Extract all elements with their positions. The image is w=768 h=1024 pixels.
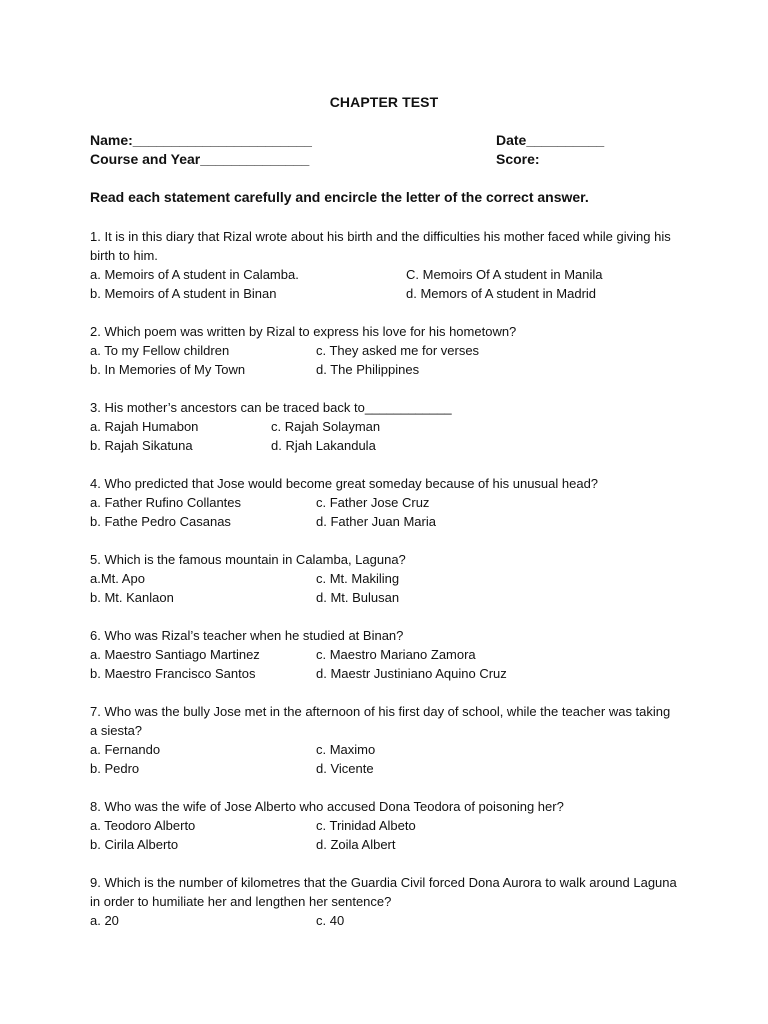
option-a: a. Memoirs of A student in Calamba. xyxy=(90,267,299,282)
option-c: c. Rajah Solayman xyxy=(271,419,381,434)
option-row xyxy=(90,512,680,531)
option-d: d. Memors of A student in Madrid xyxy=(406,286,597,301)
header-row-name xyxy=(90,132,690,148)
question-7 xyxy=(90,702,680,778)
question-1 xyxy=(90,227,680,303)
question-stem: 2. Which poem was written by Rizal to express his love for his hometown? xyxy=(90,324,517,339)
option-d: d. Zoila Albert xyxy=(316,837,396,852)
course-field-label: Course and Year______________ xyxy=(90,151,310,167)
option-row xyxy=(90,569,680,588)
question-list xyxy=(90,227,680,949)
option-b: b. Maestro Francisco Santos xyxy=(90,666,256,681)
option-row xyxy=(90,835,680,854)
option-a: a. Rajah Humabon xyxy=(90,419,199,434)
question-9 xyxy=(90,873,680,930)
question-stem: 1. It is in this diary that Rizal wrote about his birth and the difficulties his mother faced while giving his birth to him. xyxy=(90,229,671,263)
question-stem: 5. Which is the famous mountain in Calamba, Laguna? xyxy=(90,552,406,567)
option-c: c. Mt. Makiling xyxy=(316,571,400,586)
option-c: c. Father Jose Cruz xyxy=(316,495,430,510)
question-3 xyxy=(90,398,680,455)
question-stem: 6. Who was Rizal’s teacher when he studied at Binan? xyxy=(90,628,404,643)
question-4 xyxy=(90,474,680,531)
option-row xyxy=(90,911,680,930)
question-2 xyxy=(90,322,680,379)
option-a: a. Father Rufino Collantes xyxy=(90,495,242,510)
option-c: c. Maestro Mariano Zamora xyxy=(316,647,476,662)
question-stem: 8. Who was the wife of Jose Alberto who accused Dona Teodora of poisoning her? xyxy=(90,799,564,814)
option-a: a.Mt. Apo xyxy=(90,571,145,586)
option-a: a. Maestro Santiago Martinez xyxy=(90,647,260,662)
instructions: Read each statement carefully and encircle the letter of the correct answer. xyxy=(90,189,589,205)
option-row xyxy=(90,740,680,759)
option-row xyxy=(90,816,680,835)
option-a: a. To my Fellow children xyxy=(90,343,230,358)
option-c: c. They asked me for verses xyxy=(316,343,480,358)
option-d: d. Mt. Bulusan xyxy=(316,590,400,605)
option-row xyxy=(90,664,680,683)
option-d: d. Father Juan Maria xyxy=(316,514,436,529)
option-b: b. Rajah Sikatuna xyxy=(90,438,193,453)
option-d: d. Rjah Lakandula xyxy=(271,438,376,453)
option-b: b. In Memories of My Town xyxy=(90,362,246,377)
question-stem: 7. Who was the bully Jose met in the afternoon of his first day of school, while the teacher was taking a siesta? xyxy=(90,704,671,738)
option-b: b. Fathe Pedro Casanas xyxy=(90,514,231,529)
option-c: C. Memoirs Of A student in Manila xyxy=(406,267,603,282)
option-row xyxy=(90,759,680,778)
question-5 xyxy=(90,550,680,607)
option-row xyxy=(90,436,680,455)
option-row xyxy=(90,265,680,284)
option-b: b. Mt. Kanlaon xyxy=(90,590,174,605)
page-title: CHAPTER TEST xyxy=(329,94,439,110)
option-a: a. Fernando xyxy=(90,742,161,757)
option-d: d. Vicente xyxy=(316,761,374,776)
option-row xyxy=(90,360,680,379)
option-c: c. Maximo xyxy=(316,742,376,757)
option-a: a. Teodoro Alberto xyxy=(90,818,196,833)
option-b: b. Cirila Alberto xyxy=(90,837,179,852)
option-row xyxy=(90,284,680,303)
option-d: d. The Philippines xyxy=(316,362,420,377)
date-field-label: Date__________ xyxy=(496,132,605,148)
option-c: c. Trinidad Albeto xyxy=(316,818,416,833)
option-row xyxy=(90,493,680,512)
option-row xyxy=(90,645,680,664)
option-b: b. Memoirs of A student in Binan xyxy=(90,286,277,301)
option-row xyxy=(90,417,680,436)
option-a: a. 20 xyxy=(90,913,119,928)
question-stem: 3. His mother’s ancestors can be traced back to____________ xyxy=(90,400,452,415)
question-stem: 4. Who predicted that Jose would become great someday because of his unusual head? xyxy=(90,476,599,491)
option-b: b. Pedro xyxy=(90,761,140,776)
question-stem: 9. Which is the number of kilometres that the Guardia Civil forced Dona Aurora to walk around Laguna in order to humiliate her and lengthen her sentence? xyxy=(90,875,677,909)
option-row xyxy=(90,341,680,360)
score-field-label: Score: xyxy=(496,151,540,167)
header-row-course xyxy=(90,151,690,167)
question-6 xyxy=(90,626,680,683)
name-field-label: Name:_______________________ xyxy=(90,132,312,148)
option-row xyxy=(90,588,680,607)
question-8 xyxy=(90,797,680,854)
option-c: c. 40 xyxy=(316,913,345,928)
option-d: d. Maestr Justiniano Aquino Cruz xyxy=(316,666,507,681)
